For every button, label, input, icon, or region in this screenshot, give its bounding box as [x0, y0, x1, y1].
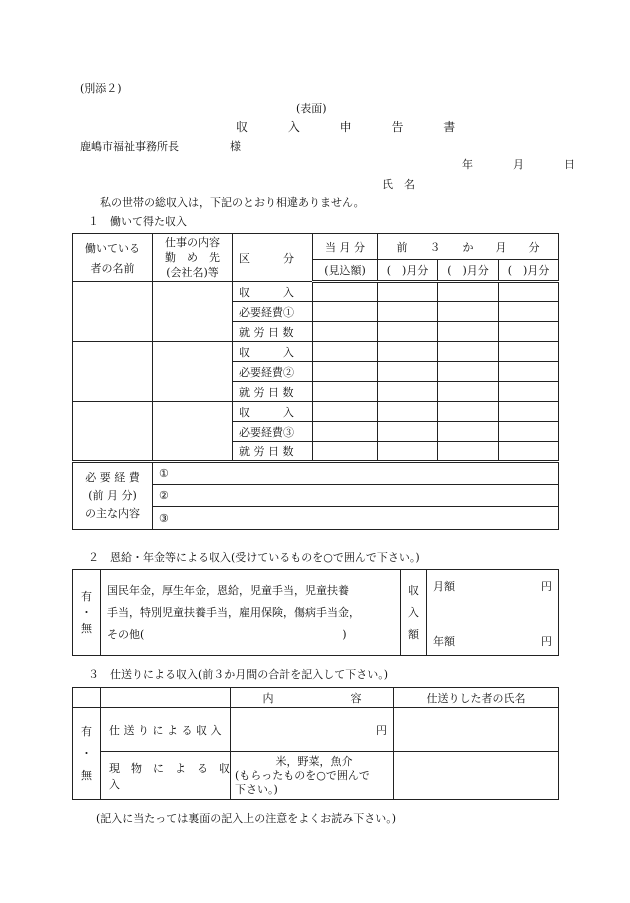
expense-label: 必要経費②: [233, 362, 313, 382]
worker-name-header: 働いている 者の名前: [73, 234, 153, 282]
goods-remittance-label: 現 物 に よ る 収 入: [101, 752, 231, 800]
attachment-number: (別添２): [80, 82, 122, 95]
monthly-label: 月額: [433, 580, 455, 593]
amount-cell[interactable]: [438, 282, 499, 302]
worker-name-cell[interactable]: [73, 402, 153, 462]
content-header: 内 容: [231, 688, 394, 708]
job-cell[interactable]: [153, 282, 233, 342]
month-cell-2[interactable]: ( )月分: [438, 260, 499, 282]
pension-types-list[interactable]: 国民年金，厚生年金，恩給，児童手当，児童扶養 手当，特別児童扶養手当，雇用保険，傷病手当金， その他( ): [101, 570, 401, 656]
month-cell-3[interactable]: ( )月分: [499, 260, 559, 282]
amount-cell[interactable]: [313, 422, 378, 442]
section1-heading: １ 働いて得た収入: [88, 215, 187, 228]
amount-cell[interactable]: [499, 422, 559, 442]
amount-cell[interactable]: [438, 322, 499, 342]
amount-cell[interactable]: [499, 402, 559, 422]
amount-cell[interactable]: [499, 342, 559, 362]
expense-contents-label: 必 要 経 費 (前 月 分) の主な内容: [73, 462, 153, 530]
yen-unit: 円: [376, 723, 387, 737]
expense-label: 必要経費③: [233, 422, 313, 442]
amount-cell[interactable]: [313, 302, 378, 322]
remittance-table: [72, 687, 559, 800]
days-label: 就 労 日 数: [233, 382, 313, 402]
name-field-label: 氏 名: [382, 178, 415, 191]
job-header: 仕事の内容 勤 め 先 (会社名)等: [153, 234, 233, 282]
goods-remittance-content[interactable]: 米，野菜，魚介 (もらったものを○で囲んで 下さい。): [231, 752, 394, 800]
month-cell-1[interactable]: ( )月分: [378, 260, 438, 282]
blank-header-cell: [73, 688, 101, 708]
pension-yes-no[interactable]: 有 ・ 無: [73, 570, 101, 656]
section3-heading: ３ 仕送りによる収入(前３か月間の合計を記入して下さい。): [88, 668, 389, 681]
yearly-label: 年額: [433, 635, 455, 648]
expense-content-2[interactable]: ②: [153, 485, 559, 507]
amount-cell[interactable]: [378, 282, 438, 302]
amount-cell[interactable]: [438, 402, 499, 422]
estimate-label: (見込額): [313, 260, 378, 282]
days-label: 就 労 日 数: [233, 322, 313, 342]
amount-cell[interactable]: [438, 362, 499, 382]
amount-cell[interactable]: [499, 322, 559, 342]
amount-cell[interactable]: [313, 282, 378, 302]
income-label: 収 入: [233, 282, 313, 302]
declaration-text: 私の世帯の総収入は，下記のとおり相違ありません。: [100, 196, 365, 209]
income-label: 収 入: [233, 342, 313, 362]
money-sender-cell[interactable]: [394, 708, 559, 752]
earned-income-table: [72, 233, 559, 530]
worker-name-cell[interactable]: [73, 282, 153, 342]
amount-cell[interactable]: [499, 302, 559, 322]
amount-cell[interactable]: [378, 442, 438, 462]
amount-cell[interactable]: [313, 442, 378, 462]
amount-cell[interactable]: [313, 362, 378, 382]
page-title: 収 入 申 告 書: [236, 120, 474, 134]
date-field[interactable]: 年 月 日: [462, 158, 581, 171]
section2-heading: ２ 恩給・年金等による収入(受けているものを○で囲んで下さい。): [88, 551, 420, 564]
amount-cell[interactable]: [378, 362, 438, 382]
expense-label: 必要経費①: [233, 302, 313, 322]
pension-table: [72, 569, 559, 656]
prev3-months-header: 前 ３ か 月 分: [378, 234, 559, 260]
job-cell[interactable]: [153, 402, 233, 462]
amount-cell[interactable]: [378, 302, 438, 322]
addressee-honorific: 様: [230, 140, 241, 153]
amount-cell[interactable]: [499, 282, 559, 302]
amount-cell[interactable]: [378, 402, 438, 422]
amount-cell[interactable]: [313, 342, 378, 362]
amount-cell[interactable]: [438, 422, 499, 442]
expense-content-3[interactable]: ③: [153, 507, 559, 530]
expense-content-1[interactable]: ①: [153, 462, 559, 485]
current-month-header: 当 月 分: [313, 234, 378, 260]
amount-cell[interactable]: [499, 442, 559, 462]
amount-cell[interactable]: [499, 382, 559, 402]
amount-cell[interactable]: [313, 382, 378, 402]
income-label: 収 入: [233, 402, 313, 422]
amount-cell[interactable]: [378, 382, 438, 402]
worker-name-cell[interactable]: [73, 342, 153, 402]
money-remittance-amount[interactable]: [231, 708, 394, 752]
amount-cell[interactable]: [378, 422, 438, 442]
amount-cell[interactable]: [313, 402, 378, 422]
yen-unit: 円: [541, 635, 552, 648]
amount-cell[interactable]: [438, 342, 499, 362]
blank-header-cell: [101, 688, 231, 708]
goods-sender-cell[interactable]: [394, 752, 559, 800]
remittance-yes-no[interactable]: 有 ・ 無: [73, 708, 101, 800]
days-label: 就 労 日 数: [233, 442, 313, 462]
income-amount-label: 収 入 額: [401, 570, 427, 656]
amount-cell[interactable]: [499, 362, 559, 382]
addressee: 鹿嶋市福祉事務所長: [80, 140, 179, 153]
sender-header: 仕送りした者の氏名: [394, 688, 559, 708]
amount-cell[interactable]: [438, 302, 499, 322]
amount-cell[interactable]: [313, 322, 378, 342]
amount-cell[interactable]: [438, 442, 499, 462]
yen-unit: 円: [541, 580, 552, 593]
job-cell[interactable]: [153, 342, 233, 402]
amount-cell[interactable]: [438, 382, 499, 402]
side-label: (表面): [296, 102, 327, 115]
pension-amount-cell[interactable]: [427, 570, 559, 656]
amount-cell[interactable]: [378, 322, 438, 342]
footer-note: (記入に当たっては裏面の記入上の注意をよくお読み下さい。): [96, 812, 397, 825]
amount-cell[interactable]: [378, 342, 438, 362]
category-header: 区 分: [233, 234, 313, 282]
money-remittance-label: 仕 送 り に よ る 収 入: [101, 708, 231, 752]
